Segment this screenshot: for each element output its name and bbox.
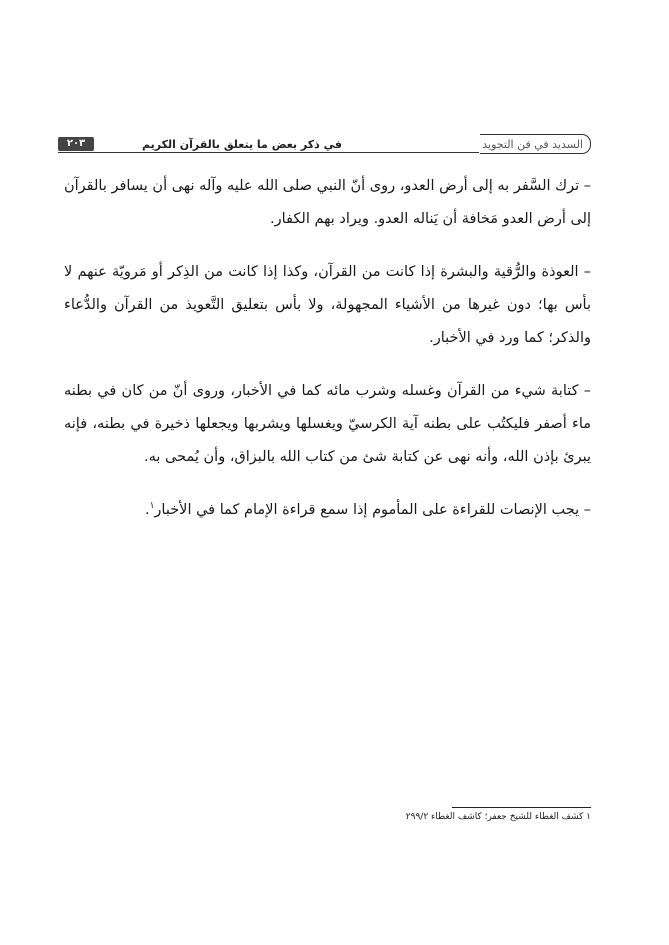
paragraph-with-footnote: – يجب الإنصات للقراءة على المأموم إذا سمع قراءة الإمام كما في الأخبار$^١$. <box>144 501 591 518</box>
footnote-reference[interactable]: ١ <box>149 501 155 512</box>
page-number: ٢٠٣ <box>58 137 94 151</box>
paragraph: – العوذة والرُّقية والبشرة إذا كانت من القرآن، وكذا إذا كانت من الذِكر أو مَرويّة عنهم لا بأس بها؛ دون غيرها من الأشياء المجهولة، ولا بأس بتعليق التَّعويذ من القرآن والدُّعاء والذكر؛ كما ورد في الأخبار. <box>64 264 591 346</box>
main-text <box>64 170 591 527</box>
book-title: السديد في فن التجويد <box>482 138 583 151</box>
paragraph: – كتابة شيء من القرآن وغسله وشرب مائه كما في الأخبار، وروى أنّ من كان في بطنه ماء أصفر فليكتُب على بطنه آية الكرسيّ ويغسلها ويشربها ويجعلها ذخيرة في بطنه، فإنه يبرئ بإذن الله، وأنه نهى عن كتابة شئ من كتاب الله بالبزاق، وأن يُمحى به. <box>64 383 591 465</box>
chapter-title: في ذكر بعض ما يتعلق بالقرآن الكريم <box>142 138 342 151</box>
footnote: ١ كشف الغطاء للشيخ جعفر؛ كاشف الغطاء ٢٩٩/٢ <box>405 812 591 822</box>
paragraph: – ترك السَّفر به إلى أرض العدو، روى أنّ النبي صلى الله عليه وآله نهى أن يسافر بالقرآن إلى أرض العدو مَخافة أن يَناله العدو. ويراد بهم الكفار. <box>64 178 591 227</box>
header-rule <box>58 152 479 153</box>
paragraph-text: – يجب الإنصات للقراءة على المأموم إذا سمع قراءة الإمام كما في الأخبار <box>154 502 591 518</box>
footnote-separator <box>452 807 591 808</box>
running-header <box>58 133 591 157</box>
